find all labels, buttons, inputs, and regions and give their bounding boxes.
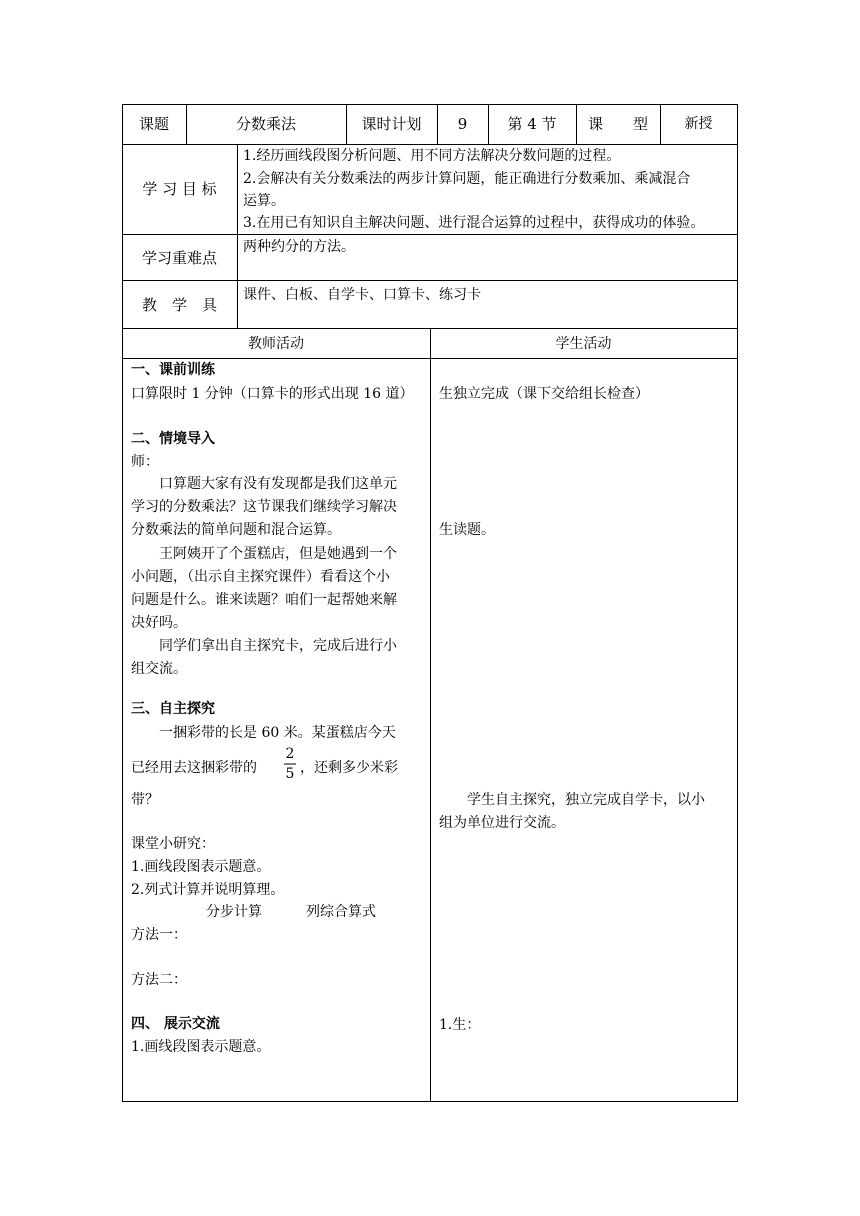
goal-line-1: 1.经历画线段图分析问题、用不同方法解决分数问题的过程。 bbox=[243, 148, 621, 164]
tools-label: 教 学 具 bbox=[141, 296, 217, 314]
section-2-p2-line-2: 小问题，（出示自主探究课件）看看这个小 bbox=[131, 569, 390, 585]
section-2-p2-line-1: 王阿姨开了个蛋糕店，但是她遇到一个 bbox=[159, 546, 397, 562]
section-2-title: 二、情境导入 bbox=[131, 431, 215, 447]
section-3-problem-line-2b: ，还剩多少米彩 bbox=[300, 760, 398, 776]
section-3-problem-line-1: 一捆彩带的长是 60 米。某蛋糕店今天 bbox=[159, 725, 396, 741]
plan-label: 课时计划 bbox=[361, 115, 422, 133]
goal-line-3: 运算。 bbox=[243, 193, 285, 209]
student-activity-3-line-1: 学生自主探究，独立完成自学卡，以小 bbox=[467, 792, 705, 808]
section-1-title: 一、课前训练 bbox=[131, 362, 215, 378]
fraction-numerator: 2 bbox=[285, 746, 295, 762]
goals-label: 学 习 目 标 bbox=[142, 180, 217, 198]
study-item-2: 2.列式计算并说明算理。 bbox=[131, 882, 285, 898]
student-activity-1: 生独立完成（课下交给组长检查） bbox=[439, 386, 649, 402]
section-3-title: 三、自主探究 bbox=[131, 701, 215, 717]
type-value: 新授 bbox=[684, 116, 713, 132]
key-points-value: 两种约分的方法。 bbox=[243, 239, 355, 255]
section-2-p1-line-3: 分数乘法的简单问题和混合运算。 bbox=[131, 522, 341, 538]
study-item-1: 1.画线段图表示题意。 bbox=[131, 859, 271, 875]
calc-step-label: 分步计算 bbox=[206, 904, 262, 920]
topic-label: 课题 bbox=[138, 115, 169, 133]
type-label: 课 型 bbox=[587, 115, 648, 133]
fraction-denominator: 5 bbox=[285, 766, 295, 782]
student-activity-2: 生读题。 bbox=[439, 522, 495, 538]
student-column-header: 学生活动 bbox=[555, 336, 612, 352]
goal-line-2: 2.会解决有关分数乘法的两步计算问题，能正确进行分数乘加、乘减混合 bbox=[243, 171, 691, 187]
plan-value: 9 bbox=[457, 115, 468, 133]
method-2-label: 方法二： bbox=[131, 972, 187, 988]
topic-value: 分数乘法 bbox=[235, 115, 296, 133]
section-2-p2-line-4: 决好吗。 bbox=[131, 615, 187, 631]
teacher-column-header: 教师活动 bbox=[248, 336, 304, 352]
section-2-p2-line-3: 问题是什么。谁来读题？咱们一起帮她来解 bbox=[131, 592, 397, 608]
section-2-p1-line-2: 学习的分数乘法？这节课我们继续学习解决 bbox=[131, 499, 397, 515]
study-title: 课堂小研究： bbox=[131, 836, 215, 852]
goal-line-4: 3.在用已有知识自主解决问题、进行混合运算的过程中，获得成功的体验。 bbox=[243, 215, 705, 231]
section-2-p1-line-1: 口算题大家有没有发现都是我们这单元 bbox=[159, 476, 397, 492]
section-4-title: 四、 展示交流 bbox=[131, 1016, 220, 1032]
student-activity-3-line-2: 组为单位进行交流。 bbox=[439, 815, 565, 831]
calc-combined-label: 列综合算式 bbox=[306, 904, 376, 920]
section-1-text: 口算限时 1 分钟（口算卡的形式出现 16 道） bbox=[131, 386, 414, 402]
key-points-label: 学习重难点 bbox=[141, 249, 217, 267]
method-1-label: 方法一： bbox=[131, 927, 187, 943]
section-3-problem-line-3: 带？ bbox=[131, 792, 159, 808]
section-3-problem-line-2a: 已经用去这捆彩带的 bbox=[131, 760, 257, 776]
section-2-speaker: 师： bbox=[131, 454, 159, 470]
section-value: 第 4 节 bbox=[507, 115, 557, 133]
section-4-text: 1.画线段图表示题意。 bbox=[131, 1039, 271, 1055]
section-2-p3-line-1: 同学们拿出自主探究卡，完成后进行小 bbox=[159, 638, 397, 654]
section-2-p3-line-2: 组交流。 bbox=[131, 661, 187, 677]
student-activity-4: 1.生： bbox=[439, 1017, 481, 1033]
tools-value: 课件、白板、自学卡、口算卡、练习卡 bbox=[243, 287, 481, 303]
fraction-bar bbox=[284, 763, 296, 765]
